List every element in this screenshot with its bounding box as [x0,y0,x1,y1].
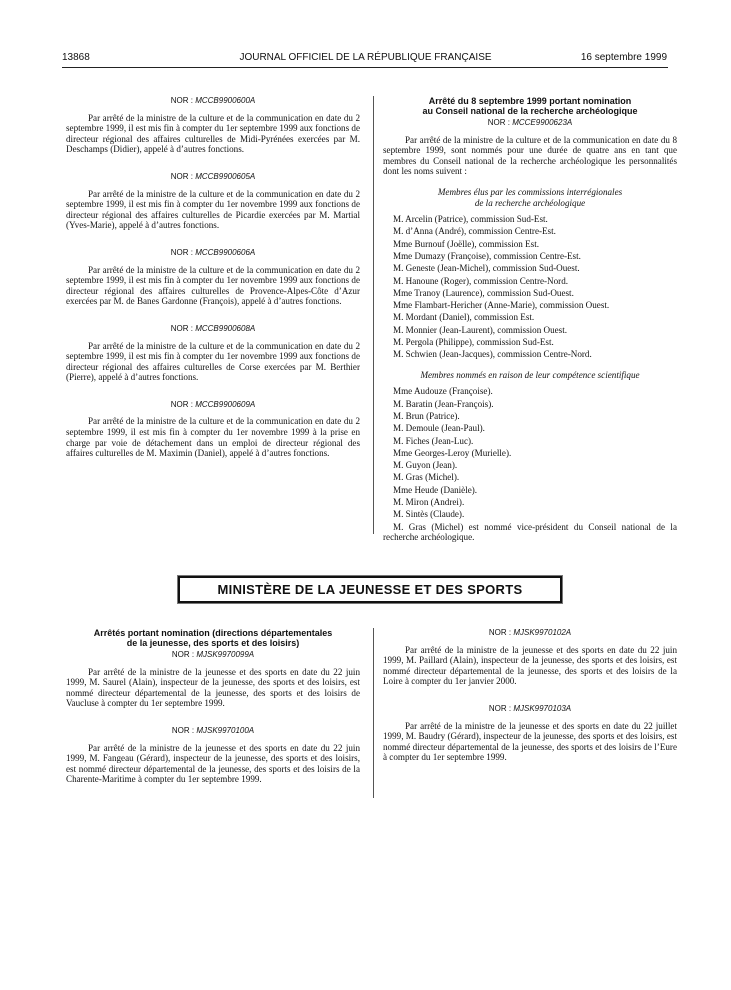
decree-text: Par arrêté de la ministre de la culture et de la communication en date du 2 septembre 1999, il est mis fin à compter du 1er novembre 1999 à la prise en charge par voie de détachement dans un emploi de directeur régional des affaires culturelles de M. Maximin (Daniel), appelé à d’autres fonctions. [66,416,360,459]
nor-reference: NOR : MJSK9970103A [488,703,572,713]
decree-text: Par arrêté de la ministre de la jeunesse et des sports en date du 22 juin 1999, M. Paillard (Alain), inspecteur de la jeunesse, des sports et des loisirs, est nommé directeur départemental de la jeunesse, des sports et des loisirs de la Loire à compter du 1er janvier 2000. [383,644,677,687]
issue-date: 16 septembre 1999 [580,52,667,63]
left-column [66,96,360,476]
decree-text: Par arrêté de la ministre de la culture et de la communication en date du 2 septembre 1999, il est mis fin à compter du 1er septembre 1999 aux fonctions de directeur régional des affaires culturelles de Midi-Pyrénées exercées par M. Deschamps (Didier), appelé à d’autres fonctions. [66,112,360,155]
list-item: Mme Heude (Danièle). [393,484,478,495]
list-item: M. Sintès (Claude). [393,509,465,520]
decree-text: Par arrêté de la ministre de la culture et de la communication en date du 2 septembre 1999, il est mis fin à compter du 1er novembre 1999 aux fonctions de directeur régional des affaires culturelles de Provence-Alpes-Côte d’Azur exercées par M. de Banes Gardonne (François), appelé à d’autres fonctions. [66,264,360,307]
list-item: M. Hanoune (Roger), commission Centre-Nord. [393,275,569,286]
list-item: Mme Burnouf (Joëlle), commission Est. [393,238,539,249]
decree-block [66,248,360,307]
decree-text: Par arrêté de la ministre de la jeunesse et des sports en date du 22 juin 1999, M. Saurel (Alain), inspecteur de la jeunesse, des sports et des loisirs, est nommé directeur départemental de la jeunesse, des sports et des loisirs de Vaucluse à compter du 1er septembre 1999. [66,666,360,709]
right-column [383,96,677,543]
decree-block [383,704,677,763]
section-title: Arrêté du 8 septembre 1999 portant nomination au Conseil national de la recherche archéologique [422,96,638,116]
column-divider [373,96,374,534]
list-item: M. Mordant (Daniel), commission Est. [393,312,535,323]
list-item: M. Demoule (Jean-Paul). [393,423,485,434]
list-item: Mme Flambart-Hericher (Anne-Marie), commission Ouest. [393,300,610,311]
appointed-heading: Membres nommés en raison de leur compétence scientifique [420,369,640,380]
list-item: M. Monnier (Jean-Laurent), commission Ouest. [393,324,568,335]
section-title: Arrêtés portant nomination (directions départementales de la jeunesse, des sports et des loisirs) [93,628,333,648]
list-item: M. Arcelin (Patrice), commission Sud-Est. [393,214,548,225]
nor-reference: NOR : MCCB9900605A [170,171,256,181]
list-item: M. Schwien (Jean-Jacques), commission Centre-Nord. [393,349,592,360]
list-item: M. Geneste (Jean-Michel), commission Sud-Ouest. [393,263,580,274]
nor-reference: NOR : MCCB9900609A [170,399,256,409]
elected-members-list [383,214,677,360]
decree-text: Par arrêté de la ministre de la culture et de la communication en date du 2 septembre 1999, il est mis fin à compter du 1er novembre 1999 aux fonctions de directeur régional des affaires culturelles de Picardie exercées par M. Martial (Yves-Marie), appelé à d’autres fonctions. [66,188,360,231]
list-item: Mme Georges-Leroy (Murielle). [393,447,512,458]
decree-block [383,628,677,687]
list-item: M. Fiches (Jean-Luc). [393,435,474,446]
list-item: Mme Dumazy (Françoise), commission Centre-Est. [393,251,581,261]
ministry-banner: MINISTÈRE DE LA JEUNESSE ET DES SPORTS [178,576,562,603]
list-item: Mme Audouze (Françoise). [393,386,493,397]
decree-text: Par arrêté de la ministre de la culture et de la communication en date du 8 septembre 1999, sont nommés pour une durée de quatre ans en tant que membres du Conseil national de la recherche archéologique les personnalités dont les noms suivent : [383,134,677,177]
decree-block [66,324,360,383]
list-item: M. Brun (Patrice). [393,411,460,421]
journal-title: JOURNAL OFFICIEL DE LA RÉPUBLIQUE FRANÇAISE [239,52,492,63]
decree-block [66,96,360,155]
nor-reference: NOR : MCCB9900606A [170,247,256,257]
bottom-left-column [66,628,360,802]
page-number: 13868 [62,52,90,63]
closing-text: M. Gras (Michel) est nommé vice-président du Conseil national de la recherche archéologique. [383,521,677,543]
list-item: M. Miron (Andrei). [393,496,465,507]
list-item: M. Gras (Michel). [393,472,460,483]
decree-text: Par arrêté de la ministre de la jeunesse et des sports en date du 22 juin 1999, M. Fangeau (Gérard), inspecteur de la jeunesse, des sports et des loisirs, est nommé directeur départemental de la jeunesse, des sports et des loisirs de la Charente-Maritime à compter du 1er septembre 1999. [66,742,360,785]
nor-reference: NOR : MJSK9970100A [171,725,255,735]
decree-block [66,726,360,785]
header-rule [62,67,668,68]
list-item: M. d’Anna (André), commission Centre-Est. [393,226,556,237]
bottom-right-column [383,628,677,780]
elected-heading: Membres élus par les commissions interrégionales de la recherche archéologique [437,186,623,208]
nor-reference: NOR : MJSK9970102A [488,628,572,637]
column-divider [373,628,374,798]
appointed-members-list [383,386,677,519]
list-item: M. Pergola (Philippe), commission Sud-Est. [393,336,554,347]
decree-block [66,172,360,231]
decree-block [66,400,360,459]
list-item: M. Guyon (Jean). [393,460,458,471]
nor-reference: NOR : MCCB9900608A [170,323,256,333]
decree-text: Par arrêté de la ministre de la jeunesse et des sports en date du 22 juillet 1999, M. Baudry (Gérard), inspecteur de la jeunesse, des sports et des loisirs, est nommé directeur départemental de la jeunesse, des sports et des loisirs de l’Eure à compter du 1er septembre 1999. [383,720,677,763]
nor-reference: NOR : MCCE9900623A [487,118,573,127]
decree-text: Par arrêté de la ministre de la culture et de la communication en date du 2 septembre 1999, il est mis fin à compter du 1er novembre 1999 aux fonctions de directeur régional des affaires culturelles de Corse exercées par M. Berthier (Pierre), appelé à d’autres fonctions. [66,340,360,383]
list-item: M. Baratin (Jean-François). [393,398,494,409]
nor-reference: NOR : MCCB9900600A [170,96,256,105]
list-item: Mme Tranoy (Laurence), commission Sud-Ouest. [393,287,574,298]
decree-block [66,650,360,709]
nor-reference: NOR : MJSK9970099A [171,650,255,659]
